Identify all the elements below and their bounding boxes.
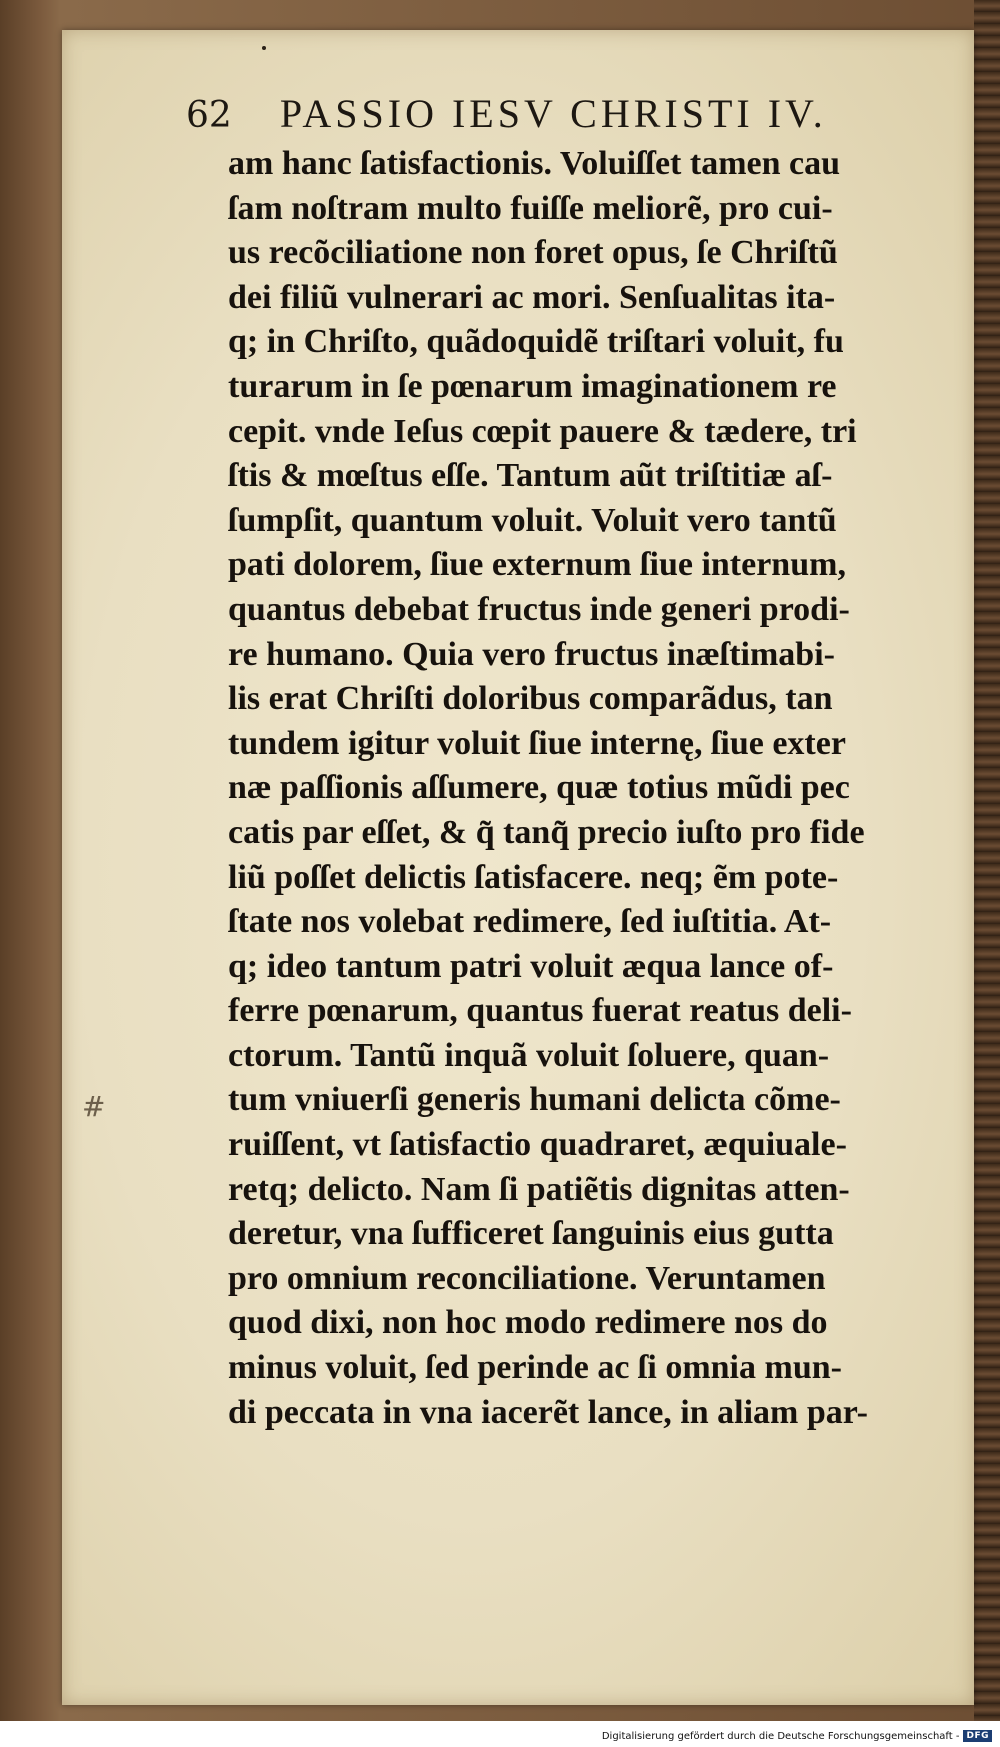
text-line: q; in Chriſto, quãdoquidẽ triſtari voluit, fu	[228, 323, 844, 361]
text-line: næ paſſionis aſſumere, quæ totius mũdi pec	[228, 769, 850, 807]
book-edge	[974, 0, 1000, 1747]
text-line: liũ poſſet delictis ſatisfacere. neq; ẽm pote-	[228, 858, 839, 896]
page-header	[186, 90, 906, 150]
text-line: ferre pœnarum, quantus fuerat reatus deli-	[228, 992, 852, 1030]
text-line: dei filiũ vulnerari ac mori. Senſualitas ita-	[228, 278, 836, 316]
text-line: lis erat Chriſti doloribus comparãdus, tan	[228, 680, 833, 718]
text-line: q; ideo tantum patri voluit æqua lance of-	[228, 947, 834, 985]
text-line: am hanc ſatisfactionis. Voluiſſet tamen cau	[228, 145, 841, 182]
text-line: ruiſſent, vt ſatisfactio quadraret, æquiuale-	[228, 1126, 847, 1164]
text-line: ſumpſit, quantum voluit. Voluit vero tantũ	[228, 501, 837, 539]
text-line: minus voluit, ſed perinde ac ſi omnia mun-	[228, 1349, 842, 1387]
text-line: us recõciliatione non foret opus, ſe Chriſtũ	[228, 234, 838, 272]
text-line: di peccata in vna iacerẽt lance, in aliam par-	[228, 1393, 868, 1431]
text-line: pro omnium reconciliatione. Veruntamen	[228, 1259, 826, 1297]
text-line: deretur, vna ſufficeret ſanguinis eius gutta	[228, 1215, 834, 1253]
text-line: quod dixi, non hoc modo redimere nos do	[228, 1304, 828, 1342]
footer-credit-text: Digitalisierung gefördert durch die Deutsche Forschungsgemeinschaft -	[601, 1730, 960, 1742]
body-text	[228, 142, 946, 1435]
dfg-logo: DFG	[963, 1730, 992, 1742]
text-line: pati dolorem, ſiue externum ſiue internum,	[228, 546, 846, 584]
text-line: turarum in ſe pœnarum imaginationem re	[228, 367, 837, 405]
text-line: ſtis & mœſtus eſſe. Tantum aũt triſtitiæ aſ-	[228, 457, 833, 495]
text-line: ſtate nos volebat redimere, ſed iuſtitia. At-	[228, 903, 832, 941]
page-number: 62	[186, 95, 232, 136]
text-line: ſam noſtram multo fuiſſe meliorẽ, pro cui-	[228, 189, 833, 227]
text-line: cepit. vnde Ieſus cœpit pauere & tædere, tri	[228, 412, 857, 450]
text-line: tum vniuerſi generis humani delicta cõme-	[228, 1081, 841, 1119]
footer-bar	[0, 1721, 1000, 1747]
running-title: PASSIO IESV CHRISTI IV.	[279, 91, 827, 136]
footer-credit	[602, 1730, 992, 1742]
text-line: re humano. Quia vero fructus inæſtimabi-	[228, 635, 835, 673]
text-line: ctorum. Tantũ inquã voluit ſoluere, quan-	[228, 1036, 830, 1074]
book-page	[62, 30, 974, 1705]
text-line: catis par eſſet, & q̃ tanq̃ precio iuſto pro fide	[228, 813, 865, 851]
ink-dot	[262, 46, 266, 50]
margin-mark: #	[82, 1090, 106, 1123]
text-line: tundem igitur voluit ſiue internę, ſiue exter	[228, 724, 846, 762]
text-line: quantus debebat fructus inde generi prodi-	[228, 590, 850, 628]
text-line: retq; delicto. Nam ſi patiẽtis dignitas atten-	[228, 1170, 850, 1208]
